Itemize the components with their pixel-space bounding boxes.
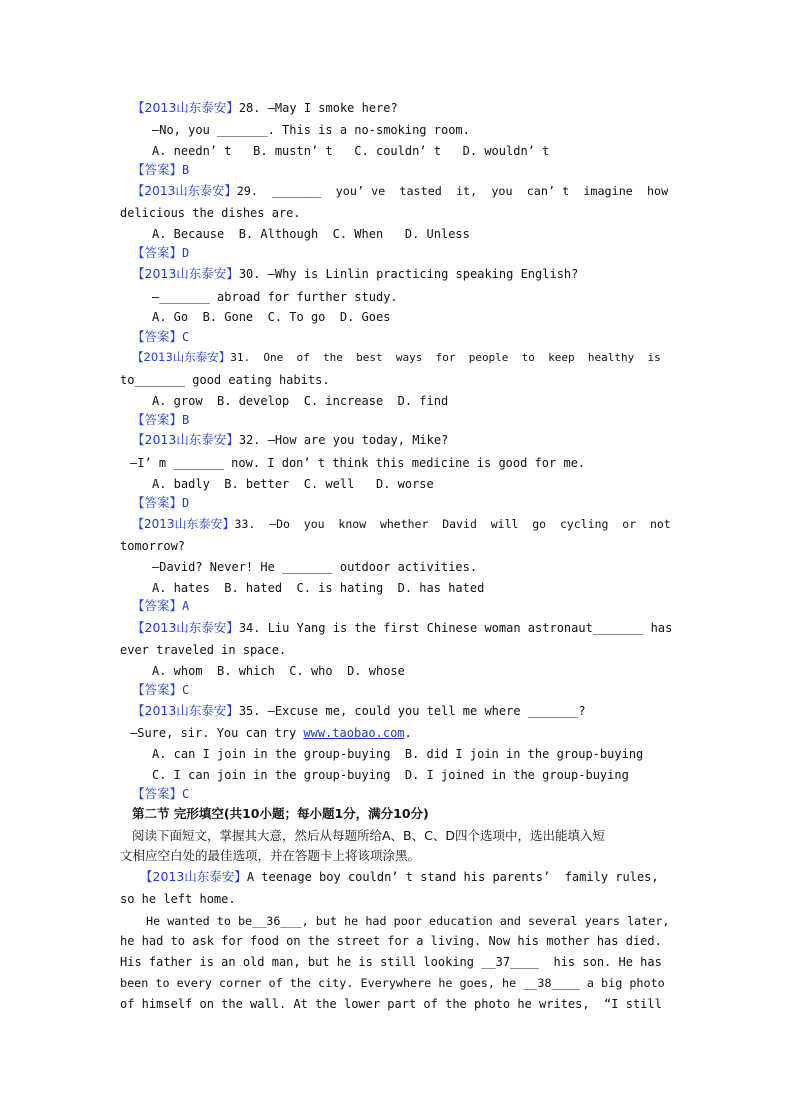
- source-tag: 【2013山东泰安】: [132, 703, 239, 718]
- source-tag: 【2013山东泰安】: [132, 432, 239, 447]
- passage-line-4: he had to ask for food on the street for a living. Now his mother has died.: [120, 934, 662, 948]
- question-32-options: A. badly B. better C. well D. worse: [152, 477, 434, 491]
- section-instruction-1: 阅读下面短文，掌握其大意，然后从每题所给A、B、C、D四个选项中，选出能填入短: [132, 828, 605, 843]
- question-30-answer: 【答案】C: [132, 329, 190, 344]
- question-32-answer: 【答案】D: [132, 495, 190, 510]
- question-33-answer: 【答案】A: [132, 598, 190, 613]
- question-28-options: A. needn’ t B. mustn’ t C. couldn’ t D. wouldn’ t: [152, 144, 550, 158]
- source-tag: 【2013山东泰安】: [132, 620, 239, 635]
- source-tag: 【2013山东泰安】: [132, 184, 237, 198]
- question-32-line2: —I’ m _______ now. I don’ t think this medicine is good for me.: [130, 456, 586, 470]
- question-29-line2: delicious the dishes are.: [120, 206, 301, 220]
- question-31-line2: to_______ good eating habits.: [120, 373, 330, 387]
- blank-38: __38____: [523, 976, 580, 990]
- taobao-link[interactable]: www.taobao.com: [303, 726, 405, 740]
- source-tag: 【2013山东泰安】: [132, 266, 239, 281]
- question-34-stem: 【2013山东泰安】34. Liu Yang is the first Chinese woman astronaut_______ has: [132, 620, 673, 635]
- question-31-answer: 【答案】B: [132, 412, 190, 427]
- question-31-options: A. grow B. develop C. increase D. find: [152, 394, 449, 408]
- passage-line-7: of himself on the wall. At the lower part of the photo he writes, “I still: [120, 997, 662, 1011]
- question-33-line2: tomorrow?: [120, 539, 186, 553]
- question-33-stem: 【2013山东泰安】33. —Do you know whether David will go cycling or not: [132, 517, 671, 531]
- source-tag: 【2013山东泰安】: [140, 869, 247, 884]
- source-tag: 【2013山东泰安】: [132, 100, 239, 115]
- section-title: 第二节 完形填空(共10小题；每小题1分，满分10分): [132, 806, 429, 821]
- question-34-answer: 【答案】C: [132, 682, 190, 697]
- question-28-line2: —No, you _______. This is a no-smoking room.: [152, 123, 470, 137]
- question-28-answer: 【答案】B: [132, 162, 190, 177]
- question-30-options: A. Go B. Gone C. To go D. Goes: [152, 310, 391, 324]
- passage-line-2: so he left home.: [120, 892, 236, 906]
- question-30-line2: —_______ abroad for further study.: [152, 290, 398, 304]
- question-29-options: A. Because B. Although C. When D. Unless: [152, 227, 470, 241]
- source-tag: 【2013山东泰安】: [132, 350, 231, 364]
- passage-line-1: 【2013山东泰安】A teenage boy couldn’ t stand his parents’ family rules,: [140, 869, 659, 884]
- question-29-stem: 【2013山东泰安】29. _______ you’ ve tasted it, you can’ t imagine how: [132, 184, 669, 198]
- question-35-options-1: A. can I join in the group-buying B. did I join in the group-buying: [152, 747, 644, 761]
- question-35-options-2: C. I can join in the group-buying D. I joined in the group-buying: [152, 768, 629, 782]
- question-35-answer: 【答案】C: [132, 786, 190, 801]
- question-32-stem: 【2013山东泰安】32. —How are you today, Mike?: [132, 432, 449, 447]
- passage-line-3: He wanted to be__36___, but he had poor education and several years later,: [146, 914, 670, 928]
- question-34-options: A. whom B. which C. who D. whose: [152, 664, 405, 678]
- passage-line-5: His father is an old man, but he is still looking __37____ his son. He has: [120, 955, 662, 969]
- question-30-stem: 【2013山东泰安】30. —Why is Linlin practicing speaking English?: [132, 266, 579, 281]
- question-35-line2: —Sure, sir. You can try www.taobao.com.: [130, 726, 412, 740]
- question-31-stem: 【2013山东泰安】31. One of the best ways for people to keep healthy is: [132, 350, 661, 364]
- question-33-line3: —David? Never! He _______ outdoor activities.: [152, 560, 478, 574]
- source-tag: 【2013山东泰安】: [132, 517, 235, 531]
- blank-37: __37____: [481, 955, 540, 969]
- section-instruction-2: 文相应空白处的最佳选项，并在答题卡上将该项涂黑。: [120, 848, 421, 863]
- question-28-stem: 【2013山东泰安】28. —May I smoke here?: [132, 100, 398, 115]
- blank-36: __36___: [252, 914, 302, 928]
- question-33-options: A. hates B. hated C. is hating D. has hated: [152, 581, 485, 595]
- passage-line-6: been to every corner of the city. Everywhere he goes, he __38____ a big photo: [120, 976, 665, 990]
- question-35-stem: 【2013山东泰安】35. —Excuse me, could you tell me where _______?: [132, 703, 586, 718]
- question-34-line2: ever traveled in space.: [120, 643, 287, 657]
- question-29-answer: 【答案】D: [132, 245, 190, 260]
